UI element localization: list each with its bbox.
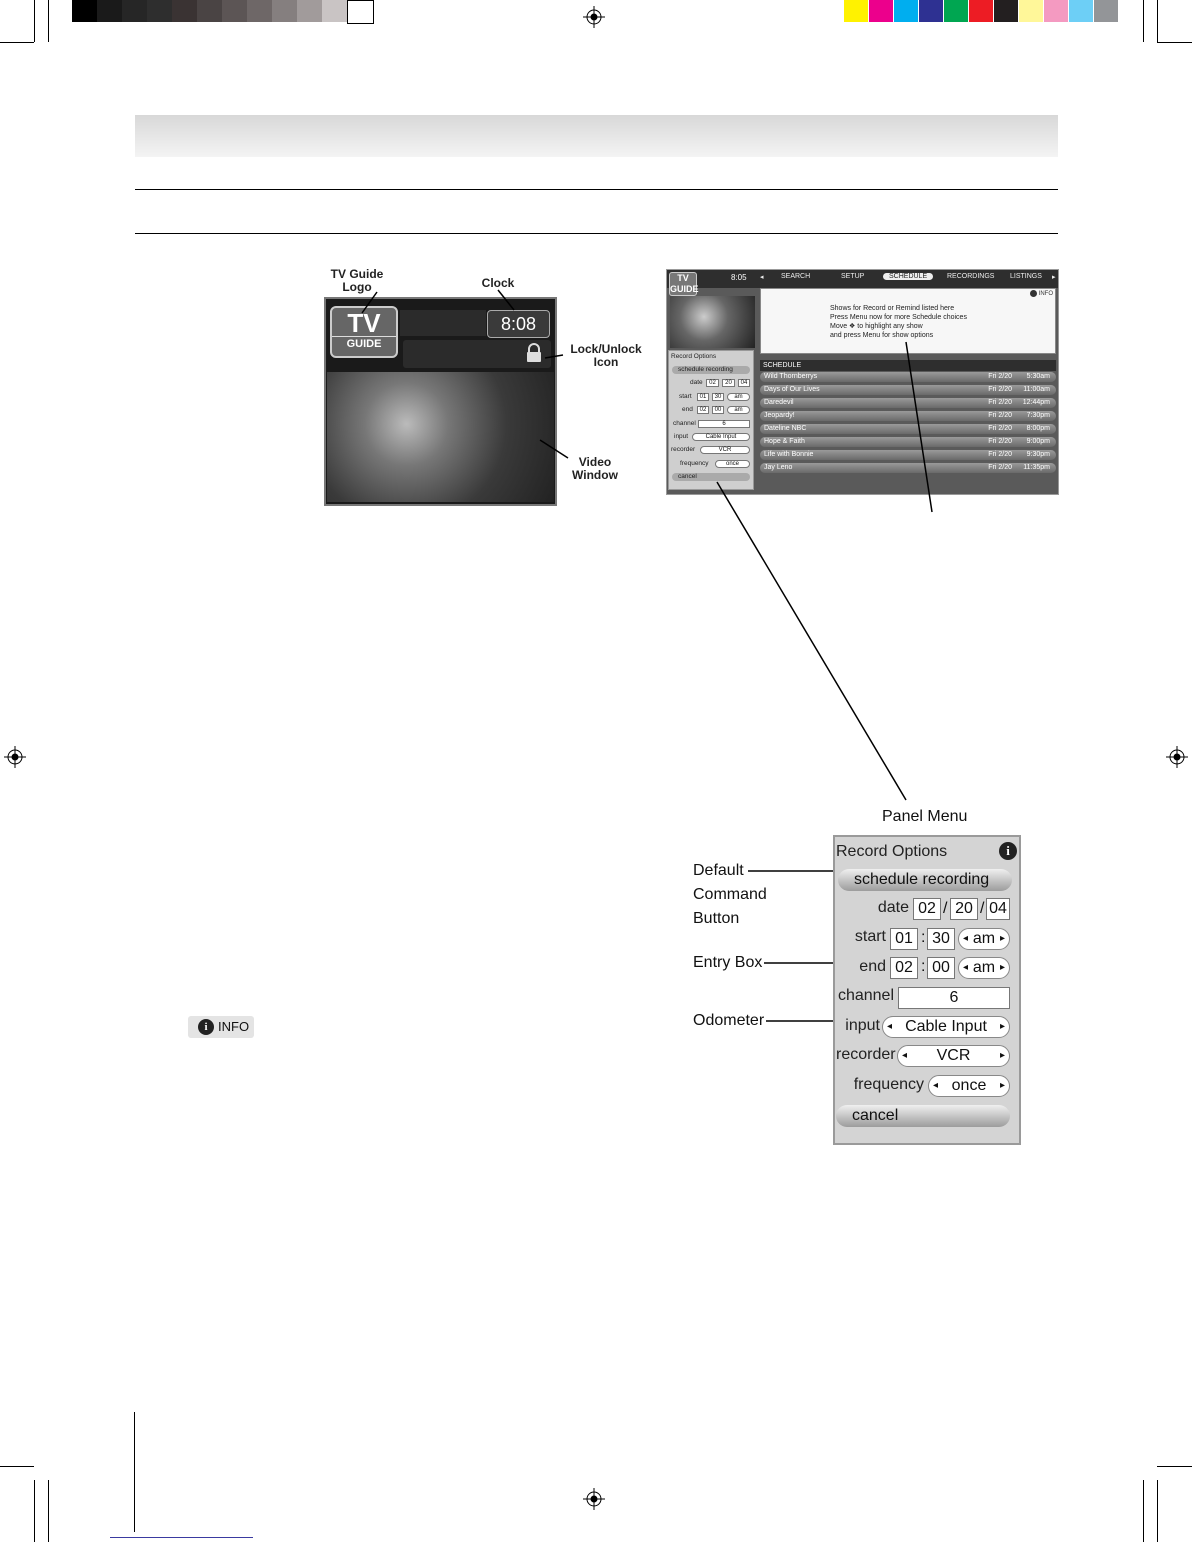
schedule-time: 11:00am	[1023, 386, 1050, 393]
logo-leader-line	[362, 292, 377, 313]
odometer-callout: Odometer	[693, 1012, 765, 1029]
info-icon[interactable]: i	[999, 842, 1017, 860]
info-leader-line	[906, 342, 932, 512]
schedule-date: Fri 2/20	[988, 451, 1012, 458]
date-day-box-small[interactable]: 20	[722, 379, 735, 387]
end-label-small: end	[682, 406, 693, 413]
schedule-date: Fri 2/20	[988, 412, 1012, 419]
odometer-value: am	[972, 959, 996, 976]
end-ampm-odometer[interactable]	[958, 957, 1010, 979]
start-ampm-odometer[interactable]	[958, 928, 1010, 950]
channel-label: channel	[837, 987, 894, 1004]
frequency-label-small: frequency	[680, 460, 709, 467]
cancel-button[interactable]: cancel	[836, 1105, 1010, 1127]
schedule-time: 7:30pm	[1026, 412, 1050, 419]
tv-guide-logo-small: TV GUIDE	[670, 273, 699, 294]
info-message: Shows for Record or Remind listed here Press Menu now for more Schedule choices Move ❖ to highlight any show and press Menu for show options	[830, 305, 967, 339]
schedule-title: Wild Thornberrys	[764, 373, 818, 380]
schedule-header: SCHEDULE	[760, 360, 1056, 371]
default-command-button[interactable]: schedule recording	[838, 869, 1012, 891]
panel-menu-caption: Panel Menu	[882, 808, 968, 825]
odometer-left-arrow-icon[interactable]: ◂	[887, 1021, 893, 1032]
channel-entry-box[interactable]: 6	[898, 987, 1010, 1009]
logo-tv-text: TV	[347, 308, 381, 338]
schedule-title: Jay Leno	[764, 464, 793, 471]
odometer-left-arrow-icon[interactable]: ◂	[963, 962, 969, 973]
date-year-box[interactable]: 04	[986, 898, 1010, 920]
schedule-time: 8:00pm	[1026, 425, 1050, 432]
odometer-left-arrow-icon[interactable]: ◂	[902, 1050, 908, 1061]
schedule-time: 9:00pm	[1026, 438, 1050, 445]
end-minute-box-small[interactable]: 00	[712, 406, 724, 414]
odometer-left-arrow-icon[interactable]: ◂	[933, 1080, 939, 1091]
info-text: INFO	[1038, 291, 1054, 298]
lock-callout: Lock/Unlock Icon	[570, 342, 642, 369]
default-command-callout: Default Command Button	[693, 862, 767, 927]
tab-search[interactable]: SEARCH	[781, 273, 811, 280]
panel-menu-leader-line	[717, 482, 906, 800]
end-hour-box-small[interactable]: 02	[697, 406, 709, 414]
tab-schedule[interactable]: SCHEDULE	[883, 273, 933, 280]
schedule-time: 9:30pm	[1026, 451, 1050, 458]
schedule-title: Days of Our Lives	[764, 386, 820, 393]
schedule-title: Life with Bonnie	[764, 451, 814, 458]
start-label: start	[854, 928, 886, 945]
schedule-time: 12:44pm	[1022, 399, 1050, 406]
end-minute-box[interactable]: 00	[927, 957, 955, 979]
nav-left-arrow-icon[interactable]: ◂	[760, 274, 764, 281]
schedule-date: Fri 2/20	[988, 373, 1012, 380]
input-label-small: input	[674, 433, 689, 440]
cancel-button-small[interactable]: cancel	[672, 473, 750, 481]
schedule-time: 11:35pm	[1023, 464, 1050, 471]
time-separator: :	[921, 929, 926, 946]
date-separator: /	[943, 900, 948, 917]
recorder-odometer-small[interactable]: VCR	[700, 446, 750, 454]
schedule-title: Daredevil	[764, 399, 794, 406]
odometer-value: VCR	[936, 1047, 971, 1064]
frequency-odometer[interactable]	[928, 1075, 1010, 1097]
recorder-label: recorder	[836, 1046, 896, 1063]
input-odometer[interactable]	[882, 1016, 1010, 1038]
info-button[interactable]	[188, 1016, 254, 1038]
odometer-right-arrow-icon[interactable]: ▸	[999, 1050, 1005, 1061]
date-month-box-small[interactable]: 02	[706, 379, 719, 387]
channel-label-small: channel	[673, 420, 696, 427]
clock-leader-line	[498, 290, 514, 310]
schedule-date: Fri 2/20	[988, 464, 1012, 471]
odometer-right-arrow-icon[interactable]: ▸	[999, 962, 1005, 973]
input-label: input	[845, 1017, 880, 1034]
date-month-box[interactable]: 02	[913, 898, 941, 920]
odometer-right-arrow-icon[interactable]: ▸	[999, 933, 1005, 944]
odometer-value: once	[951, 1077, 987, 1094]
start-ampm-odometer-small[interactable]: am	[727, 393, 750, 401]
frequency-odometer-small[interactable]: once	[715, 460, 750, 468]
odometer-left-arrow-icon[interactable]: ◂	[963, 933, 969, 944]
tab-recordings[interactable]: RECORDINGS	[947, 273, 995, 280]
end-label: end	[859, 958, 886, 975]
info-icon: i	[198, 1019, 214, 1035]
end-ampm-odometer-small[interactable]: am	[727, 406, 750, 414]
date-separator: /	[980, 900, 985, 917]
date-year-box-small[interactable]: 04	[738, 379, 750, 387]
odometer-value: am	[972, 930, 996, 947]
odometer-right-arrow-icon[interactable]: ▸	[999, 1080, 1005, 1091]
tab-listings[interactable]: LISTINGS	[1010, 273, 1042, 280]
tab-setup[interactable]: SETUP	[841, 273, 865, 280]
end-hour-box[interactable]: 02	[890, 957, 918, 979]
clock: 8:08	[487, 310, 550, 338]
video-callout: Video Window	[572, 455, 618, 482]
info-button-label: INFO	[218, 1019, 250, 1034]
schedule-date: Fri 2/20	[988, 386, 1012, 393]
date-day-box[interactable]: 20	[950, 898, 978, 920]
entry-box-callout: Entry Box	[693, 954, 763, 971]
clock-callout: Clock	[481, 276, 515, 290]
schedule-time: 5:30am	[1026, 373, 1050, 380]
recorder-odometer[interactable]	[897, 1045, 1010, 1067]
schedule-title: Jeopardy!	[764, 412, 795, 419]
start-hour-box[interactable]: 01	[890, 928, 918, 950]
start-minute-box-small[interactable]: 30	[712, 393, 724, 401]
schedule-date: Fri 2/20	[988, 425, 1012, 432]
panel-title-small: Record Options	[671, 353, 717, 360]
date-label-small: date	[690, 379, 703, 386]
odometer-value: Cable Input	[905, 1018, 987, 1035]
nav-right-arrow-icon[interactable]: ▸	[1052, 274, 1056, 281]
odometer-right-arrow-icon[interactable]: ▸	[999, 1021, 1005, 1032]
logo-callout: TV Guide Logo	[330, 267, 384, 294]
time-separator: :	[921, 958, 926, 975]
channel-entry-box-small[interactable]: 6	[698, 420, 750, 428]
schedule-date: Fri 2/20	[988, 438, 1012, 445]
input-odometer-small[interactable]: Cable Input	[692, 433, 750, 441]
lock-leader-line	[545, 355, 563, 358]
logo-guide-text: GUIDE	[332, 336, 396, 351]
panel-title: Record Options	[836, 843, 948, 860]
date-label: date	[877, 899, 909, 916]
default-command-button-small[interactable]: schedule recording	[672, 366, 750, 374]
start-minute-box[interactable]: 30	[927, 928, 955, 950]
schedule-title: Dateline NBC	[764, 425, 807, 432]
start-label-small: start	[679, 393, 692, 400]
clock-small: 8:05	[731, 273, 747, 282]
start-hour-box-small[interactable]: 01	[697, 393, 709, 401]
video-leader-line	[540, 440, 568, 458]
schedule-title: Hope & Faith	[764, 438, 805, 445]
schedule-date: Fri 2/20	[988, 399, 1012, 406]
recorder-label-small: recorder	[671, 446, 696, 453]
frequency-label: frequency	[853, 1076, 924, 1093]
